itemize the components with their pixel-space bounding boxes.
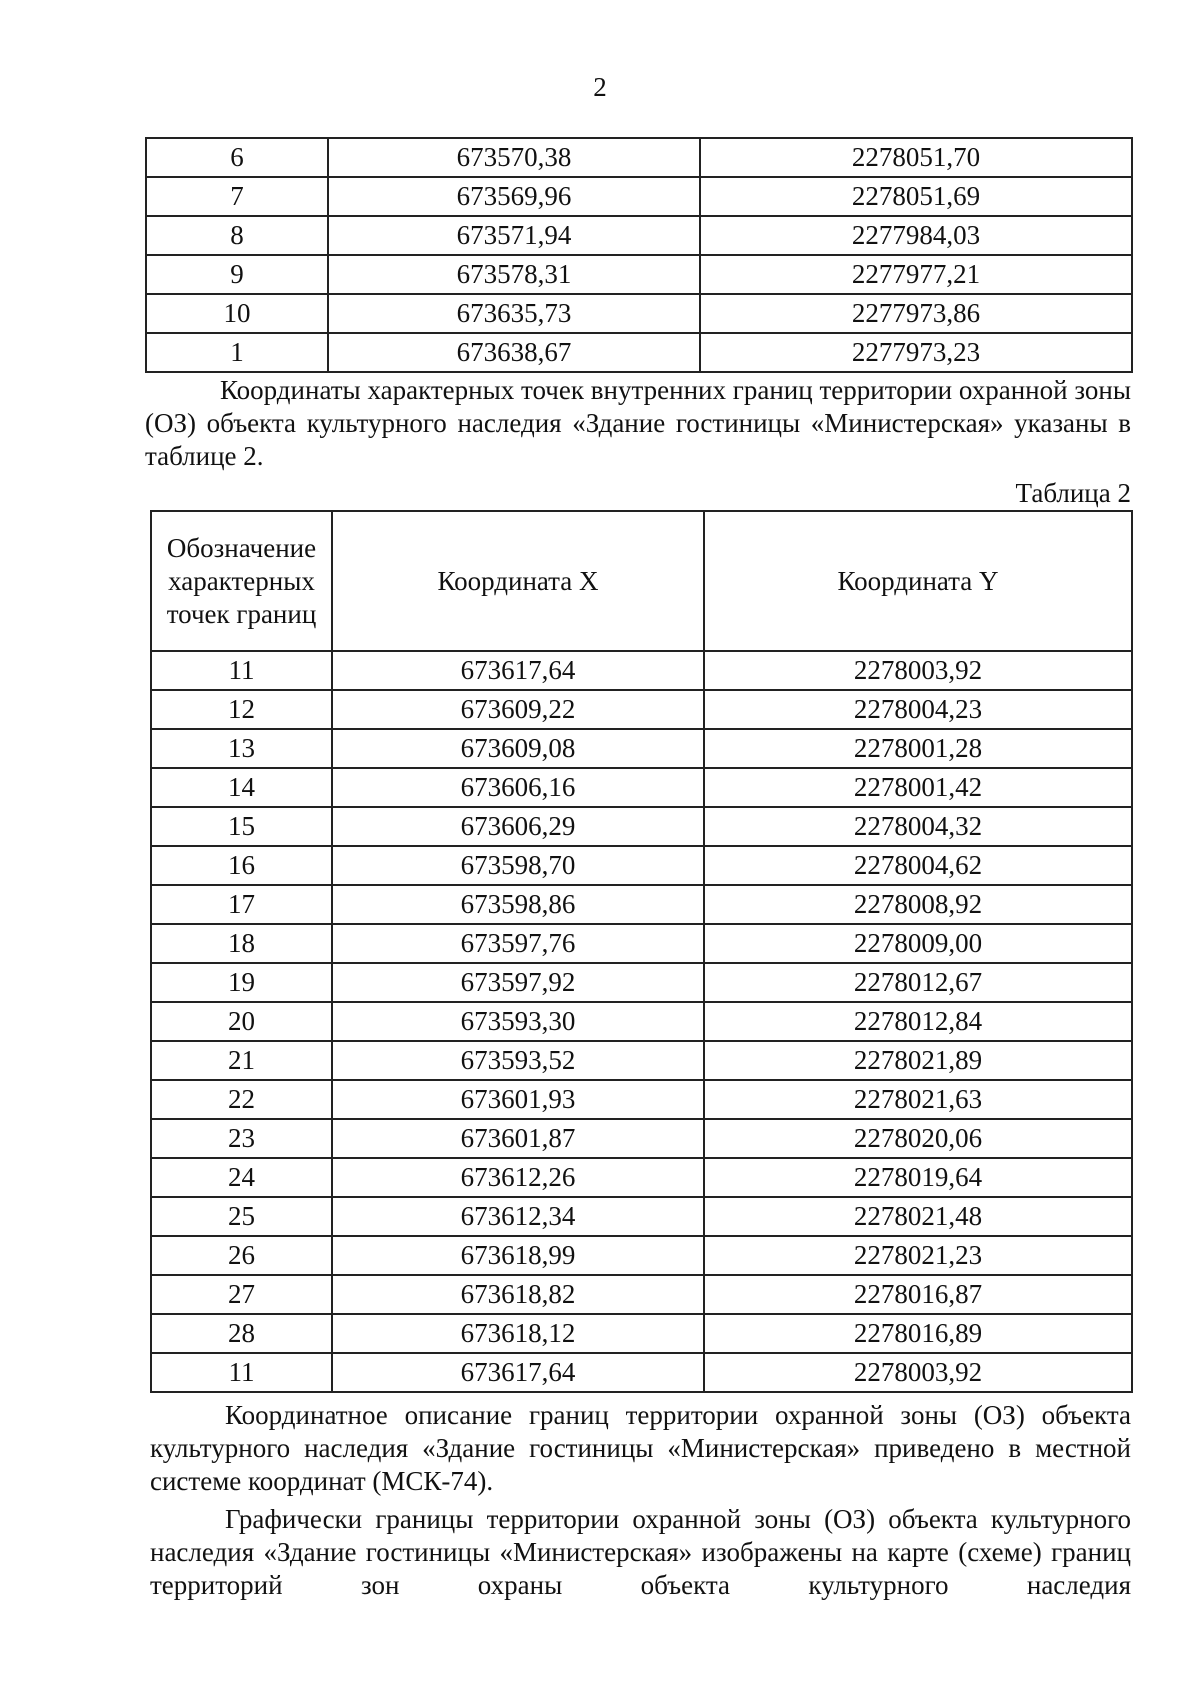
paragraph-table2-intro: Координаты характерных точек внутренних границ территории охранной зоны (ОЗ) объекта культурного наследия «Здание гостиницы «Министерская» указаны в таблице 2. bbox=[145, 375, 1131, 471]
coordinate-y-cell: 2277973,23 bbox=[700, 333, 1132, 372]
table-row bbox=[146, 138, 1132, 177]
coordinate-x-cell: 673598,70 bbox=[332, 846, 704, 885]
point-number-cell: 15 bbox=[151, 807, 332, 846]
table-row bbox=[151, 1353, 1132, 1392]
point-number-cell: 11 bbox=[151, 1353, 332, 1392]
coordinate-x-cell: 673571,94 bbox=[328, 216, 700, 255]
coordinate-x-cell: 673618,99 bbox=[332, 1236, 704, 1275]
point-number-cell: 12 bbox=[151, 690, 332, 729]
paragraph-coordinate-system: Координатное описание границ территории охранной зоны (ОЗ) объекта культурного наследия «Здание гостиницы «Министерская» приведено в местной системе координат (МСК-74). bbox=[150, 1400, 1131, 1496]
coordinate-x-cell: 673597,76 bbox=[332, 924, 704, 963]
point-number-cell: 24 bbox=[151, 1158, 332, 1197]
coordinate-y-cell: 2278051,70 bbox=[700, 138, 1132, 177]
point-number-cell: 8 bbox=[146, 216, 328, 255]
point-number-cell: 26 bbox=[151, 1236, 332, 1275]
point-number-cell: 11 bbox=[151, 651, 332, 690]
coordinate-x-cell: 673612,34 bbox=[332, 1197, 704, 1236]
coordinate-y-cell: 2278021,89 bbox=[704, 1041, 1132, 1080]
table-row bbox=[151, 1275, 1132, 1314]
coordinate-x-cell: 673609,08 bbox=[332, 729, 704, 768]
coordinate-x-cell: 673618,12 bbox=[332, 1314, 704, 1353]
coordinate-x-cell: 673593,52 bbox=[332, 1041, 704, 1080]
coordinate-y-cell: 2278004,23 bbox=[704, 690, 1132, 729]
table-row bbox=[151, 807, 1132, 846]
point-number-cell: 1 bbox=[146, 333, 328, 372]
point-number-cell: 16 bbox=[151, 846, 332, 885]
point-number-cell: 27 bbox=[151, 1275, 332, 1314]
point-number-cell: 10 bbox=[146, 294, 328, 333]
coordinate-x-cell: 673578,31 bbox=[328, 255, 700, 294]
table-row bbox=[146, 255, 1132, 294]
table-row bbox=[151, 1002, 1132, 1041]
coordinate-y-cell: 2278001,42 bbox=[704, 768, 1132, 807]
table-row bbox=[146, 177, 1132, 216]
coordinate-y-cell: 2278008,92 bbox=[704, 885, 1132, 924]
table-row bbox=[151, 1314, 1132, 1353]
table-row bbox=[151, 963, 1132, 1002]
point-number-cell: 19 bbox=[151, 963, 332, 1002]
coordinate-x-cell: 673606,16 bbox=[332, 768, 704, 807]
coordinates-table-continued bbox=[145, 137, 1133, 373]
table-row bbox=[151, 885, 1132, 924]
point-number-cell: 13 bbox=[151, 729, 332, 768]
coordinate-y-cell: 2278003,92 bbox=[704, 1353, 1132, 1392]
table-row bbox=[151, 1158, 1132, 1197]
coordinate-x-cell: 673601,87 bbox=[332, 1119, 704, 1158]
coordinate-x-cell: 673597,92 bbox=[332, 963, 704, 1002]
coordinate-y-cell: 2278016,87 bbox=[704, 1275, 1132, 1314]
coordinate-y-cell: 2278051,69 bbox=[700, 177, 1132, 216]
coordinate-y-cell: 2278004,32 bbox=[704, 807, 1132, 846]
table-header-row bbox=[151, 511, 1132, 651]
point-number-cell: 7 bbox=[146, 177, 328, 216]
coordinate-y-cell: 2278012,84 bbox=[704, 1002, 1132, 1041]
table-row bbox=[151, 1197, 1132, 1236]
page-number: 2 bbox=[593, 72, 607, 102]
coordinate-y-cell: 2278009,00 bbox=[704, 924, 1132, 963]
coordinate-x-cell: 673617,64 bbox=[332, 651, 704, 690]
table-row bbox=[151, 690, 1132, 729]
point-number-cell: 17 bbox=[151, 885, 332, 924]
coordinate-y-cell: 2278001,28 bbox=[704, 729, 1132, 768]
coordinate-y-cell: 2277984,03 bbox=[700, 216, 1132, 255]
table-row bbox=[151, 846, 1132, 885]
point-number-cell: 28 bbox=[151, 1314, 332, 1353]
coordinate-y-cell: 2278003,92 bbox=[704, 651, 1132, 690]
point-number-cell: 6 bbox=[146, 138, 328, 177]
header-point-designation: Обозначение характерных точек границ bbox=[151, 511, 332, 651]
coordinate-y-cell: 2277977,21 bbox=[700, 255, 1132, 294]
header-coordinate-y: Координата Y bbox=[704, 511, 1132, 651]
coordinate-x-cell: 673570,38 bbox=[328, 138, 700, 177]
table-caption: Таблица 2 bbox=[1015, 478, 1131, 508]
coordinate-y-cell: 2278004,62 bbox=[704, 846, 1132, 885]
table-row bbox=[151, 729, 1132, 768]
coordinate-y-cell: 2278012,67 bbox=[704, 963, 1132, 1002]
coordinate-y-cell: 2278019,64 bbox=[704, 1158, 1132, 1197]
table-row bbox=[151, 651, 1132, 690]
coordinate-x-cell: 673617,64 bbox=[332, 1353, 704, 1392]
point-number-cell: 23 bbox=[151, 1119, 332, 1158]
point-number-cell: 21 bbox=[151, 1041, 332, 1080]
point-number-cell: 14 bbox=[151, 768, 332, 807]
table-row bbox=[151, 768, 1132, 807]
coordinate-x-cell: 673606,29 bbox=[332, 807, 704, 846]
point-number-cell: 22 bbox=[151, 1080, 332, 1119]
coordinate-x-cell: 673601,93 bbox=[332, 1080, 704, 1119]
table-row bbox=[146, 333, 1132, 372]
table-row bbox=[151, 1236, 1132, 1275]
point-number-cell: 25 bbox=[151, 1197, 332, 1236]
table-row bbox=[151, 1119, 1132, 1158]
coordinate-x-cell: 673569,96 bbox=[328, 177, 700, 216]
point-number-cell: 9 bbox=[146, 255, 328, 294]
coordinate-y-cell: 2277973,86 bbox=[700, 294, 1132, 333]
coordinate-x-cell: 673609,22 bbox=[332, 690, 704, 729]
coordinate-y-cell: 2278020,06 bbox=[704, 1119, 1132, 1158]
coordinate-x-cell: 673598,86 bbox=[332, 885, 704, 924]
header-coordinate-x: Координата X bbox=[332, 511, 704, 651]
paragraph-map-reference: Графически границы территории охранной зоны (ОЗ) объекта культурного наследия «Здание гостиницы «Министерская» изображены на карте (схеме) границ территорий зон охраны объекта культурного наследия bbox=[150, 1504, 1131, 1600]
coordinate-y-cell: 2278021,23 bbox=[704, 1236, 1132, 1275]
table-row bbox=[151, 1041, 1132, 1080]
coordinate-x-cell: 673612,26 bbox=[332, 1158, 704, 1197]
coordinate-x-cell: 673635,73 bbox=[328, 294, 700, 333]
table-row bbox=[146, 294, 1132, 333]
coordinate-x-cell: 673593,30 bbox=[332, 1002, 704, 1041]
point-number-cell: 20 bbox=[151, 1002, 332, 1041]
coordinate-y-cell: 2278016,89 bbox=[704, 1314, 1132, 1353]
coordinate-y-cell: 2278021,48 bbox=[704, 1197, 1132, 1236]
table-row bbox=[146, 216, 1132, 255]
table-row bbox=[151, 1080, 1132, 1119]
point-number-cell: 18 bbox=[151, 924, 332, 963]
coordinate-x-cell: 673638,67 bbox=[328, 333, 700, 372]
coordinate-x-cell: 673618,82 bbox=[332, 1275, 704, 1314]
table-row bbox=[151, 924, 1132, 963]
coordinate-y-cell: 2278021,63 bbox=[704, 1080, 1132, 1119]
coordinates-table-2 bbox=[150, 510, 1133, 1393]
